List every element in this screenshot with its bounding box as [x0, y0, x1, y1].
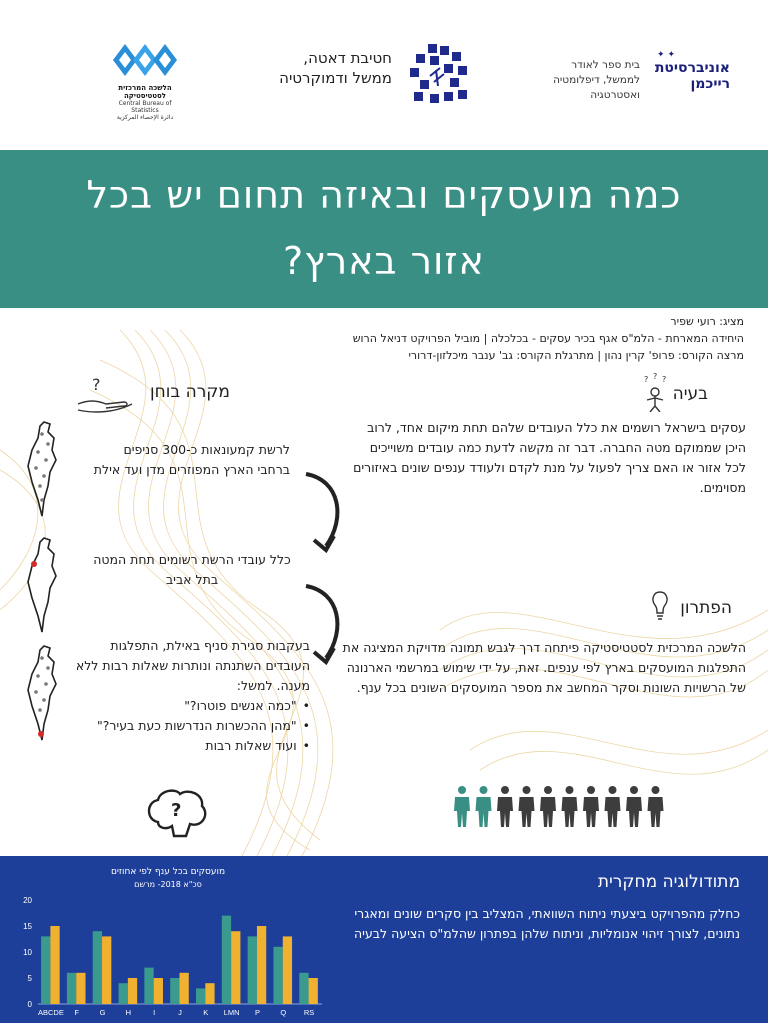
cbs-logo-icon [109, 38, 181, 82]
case-bullet: • "מהן ההכשרות הנדרשות כעת בעיר?" [70, 716, 310, 736]
employment-chart [8, 864, 328, 1022]
bar [299, 973, 308, 1004]
svg-text:?: ? [662, 375, 667, 384]
methodology-heading: מתודולוגיה מחקרית [597, 872, 740, 892]
bar [231, 931, 240, 1004]
cbs-hebrew-name: הלשכה המרכזית לסטטיסטיקה [118, 84, 172, 100]
cbs-arabic-name: دائرة الإحصاء المركزية [116, 114, 174, 121]
bar [119, 983, 128, 1004]
school-line3: ואסטרטגיה [590, 89, 640, 101]
data-division-line1: חטיבת דאטה, [303, 49, 392, 67]
x-tick-label: I [153, 1008, 156, 1017]
stars-icon: ✦ ✦ [657, 50, 675, 60]
person-icon [476, 786, 492, 827]
header-logos [0, 0, 768, 150]
case-heading: מקרה בוחן [150, 382, 230, 402]
page-title [30, 162, 738, 294]
mosaic-icon [406, 42, 472, 108]
solution-heading: הפתרון [680, 598, 732, 618]
bar [144, 968, 153, 1004]
y-tick-label: 15 [23, 922, 32, 931]
reichman-name [655, 60, 730, 92]
bar [50, 926, 59, 1004]
reichman-line2: רייכמן [690, 76, 730, 92]
x-tick-label: F [74, 1008, 80, 1017]
bar [257, 926, 266, 1004]
person-icon [605, 786, 621, 827]
bar [67, 973, 76, 1004]
x-tick-label: P [254, 1008, 260, 1017]
case-step1: לרשת קמעונאות כ-300 סניפים ברחבי הארץ המפוזרים מדן ועד אילת [93, 442, 290, 477]
x-tick-label: LMN [223, 1008, 240, 1017]
lightbulb-icon [650, 590, 670, 622]
x-tick-label: Q [280, 1008, 287, 1017]
bar [205, 983, 214, 1004]
case-step3-text: בעקבות סגירת סניף באילת, התפלגות העובדים השתנתה ונותרות שאלות רבות ללא מענה. למשל: [75, 638, 310, 693]
person-icon [626, 786, 642, 827]
y-tick-label: 0 [27, 1000, 32, 1009]
x-tick-label: G [99, 1008, 106, 1017]
cbs-logo [105, 38, 185, 121]
title-line2: אזור בארץ? [283, 239, 485, 283]
chart-title: מועסקים בכל ענף לפי אחוזים [110, 867, 226, 877]
confused-person-icon [638, 372, 672, 412]
bar [128, 978, 137, 1004]
x-tick-label: H [125, 1008, 132, 1017]
israel-map-icon [20, 420, 64, 520]
lecturers-line: מרצה הקורס: פרופ' קרין נהון | מתרגלת הקורס: גב' ענבר מיכלזון-דרורי [408, 349, 744, 362]
data-division-name [252, 48, 392, 88]
cbs-english-name: Central Bureau of Statistics [118, 100, 172, 114]
reichman-logo [553, 50, 730, 110]
bar [170, 978, 179, 1004]
x-tick-label: J [178, 1008, 182, 1017]
person-icon [583, 786, 599, 827]
reichman-school [540, 58, 640, 103]
title-band [0, 150, 768, 308]
title-line1: כמה מועסקים ובאיזה תחום יש בכל [86, 173, 682, 217]
case-step2: כלל עובדי הרשת רשומים תחת המטה בתל אביב [93, 552, 291, 587]
israel-map-eilat-icon [20, 644, 64, 744]
person-icon [497, 786, 513, 827]
bar [283, 936, 292, 1004]
person-icon [562, 786, 578, 827]
bar [41, 936, 50, 1004]
problem-text: עסקים בישראל רושמים את כלל העובדים שלהם תחת מיקום אחד, לרוב היכן שממוקם מטה החברה. דבר זה מקשה לדעת כמה עובדים משוייכים לכל אזור או האם צריך לפעול על מנת לקדם ולעודד ענפים שונים באיזורים מסוימים. [353, 420, 746, 495]
solution-text: הלשכה המרכזית לסטטיסטיקה פיתחה דרך לגבש תמונה מדויקת המציגה את התפלגות המועסקים בארץ לפי ענפים. זאת, על ידי שימוש במרשמי הארנונה של הרשויות השונות וסקר המחשב את מספר המועסקים השונים בכל ענף. [342, 640, 746, 695]
curved-arrow-icon [300, 468, 350, 558]
bar [309, 978, 318, 1004]
x-tick-label: K [203, 1008, 209, 1017]
svg-text:?: ? [644, 375, 649, 384]
brain-icon [144, 786, 210, 838]
svg-text:?: ? [92, 375, 101, 394]
person-icon [648, 786, 664, 827]
x-tick-label: RS [303, 1008, 315, 1017]
chart-svg [8, 864, 328, 1022]
reichman-line1: אוניברסיטת [654, 60, 730, 76]
y-tick-label: 5 [27, 974, 32, 983]
y-tick-label: 20 [23, 896, 32, 905]
school-line1: בית ספר לאודר [571, 59, 640, 71]
case-bullet: • "כמה אנשים פוטרו?" [70, 696, 310, 716]
bar [179, 973, 188, 1004]
bar [93, 931, 102, 1004]
bar [102, 936, 111, 1004]
bar [76, 973, 85, 1004]
israel-map-tlv-icon [20, 536, 64, 636]
person-icon [540, 786, 556, 827]
host-unit-line: היחידה המארחת - הלמ"ס אגף בכיר עסקים - בכלכלה | מוביל הפרויקט דניאל הרוש [352, 332, 744, 345]
svg-text:?: ? [653, 372, 658, 381]
methodology-band [0, 856, 768, 1023]
bar [273, 947, 282, 1004]
bar [222, 916, 231, 1004]
bar [196, 988, 205, 1004]
hand-question-icon [76, 374, 134, 414]
case-step3 [70, 636, 310, 756]
x-tick-label: ABCDE [37, 1008, 64, 1017]
bar [248, 936, 257, 1004]
data-division-logo [262, 42, 472, 112]
chart-subtitle: סכ"א 2018- מרשם [134, 880, 202, 889]
presenter-line: מציג: רועי שפיר [670, 315, 744, 328]
case-bullets [70, 696, 310, 756]
person-icon [454, 786, 470, 827]
bar [154, 978, 163, 1004]
people-icons [452, 785, 674, 829]
y-tick-label: 10 [23, 948, 32, 957]
methodology-text: כחלק מהפרויקט ביצעתי ניתוח השוואתי, המצליב בין סקרים שונים ומאגרי נתונים, לצורך זיהוי אנומליות, וניתוח שלהן בפתרון שהלמ"ס הציעה לבעיה [354, 906, 740, 941]
school-line2: לממשל, דיפלומטיה [553, 74, 640, 86]
svg-text:?: ? [171, 800, 182, 821]
case-bullet: • ועוד שאלות רבות [70, 736, 310, 756]
data-division-line2: ממשל ודמוקרטיה [279, 69, 392, 87]
person-icon [519, 786, 535, 827]
credits [24, 313, 744, 364]
problem-heading: בעיה [672, 384, 708, 404]
